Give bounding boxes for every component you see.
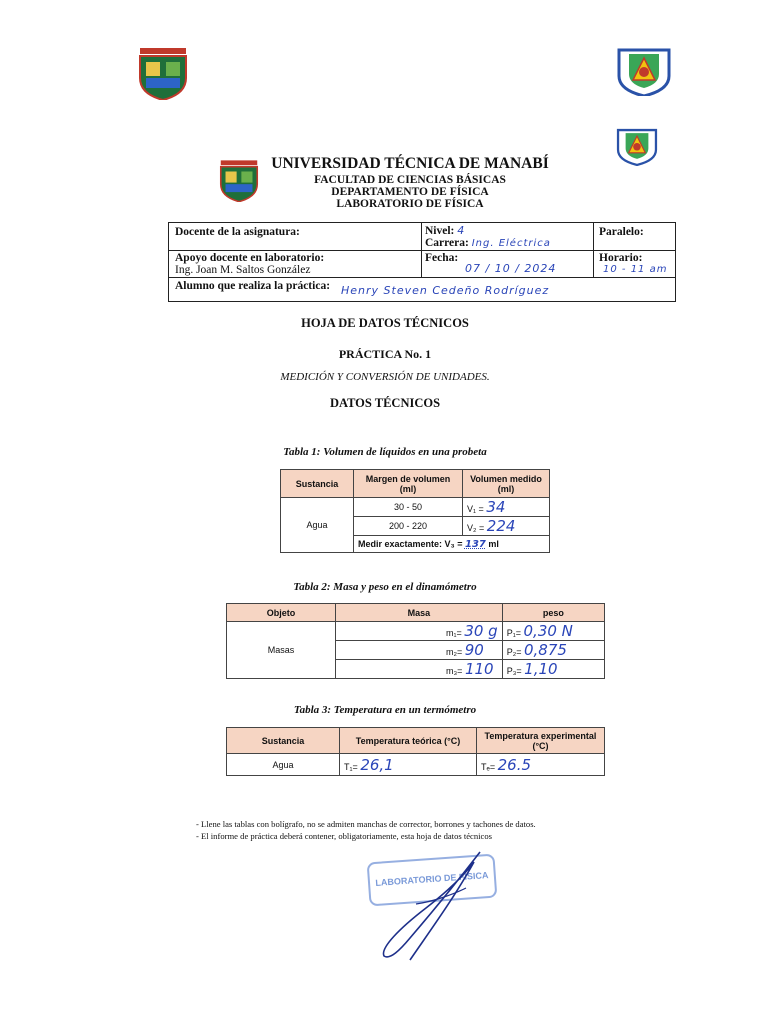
alumno-value: Henry Steven Cedeño Rodríguez — [341, 284, 550, 297]
tabla2-p2-label: P₂= — [506, 647, 522, 657]
tabla3-t1-label: T₁= — [344, 761, 358, 772]
tabla1-margen-1: 30 - 50 — [354, 498, 463, 517]
tabla2-m1-label: m₁= — [446, 628, 462, 638]
docente-label: Docente de la asignatura: — [175, 226, 300, 238]
tabla2-m2-value: 90 — [464, 641, 484, 659]
tabla2-m3-label: m₃= — [446, 666, 463, 676]
tabla2-header-objeto: Objeto — [227, 604, 336, 622]
utm-shield-logo-header — [216, 160, 262, 202]
department-name: DEPARTAMENTO DE FÍSICA — [331, 186, 489, 198]
nivel-label: Nivel: — [425, 225, 455, 237]
university-name: UNIVERSIDAD TÉCNICA DE MANABÍ — [271, 155, 549, 172]
fecha-label: Fecha: — [425, 252, 459, 264]
note-2: - El informe de práctica deberá contener, obligatoriamente, esta hoja de datos técnicos — [196, 831, 493, 841]
tabla2-p1-label: P₁= — [506, 628, 521, 638]
tabla1-v2-label: V₂ = — [467, 523, 485, 533]
tabla3-t1-value: 26,1 — [360, 755, 394, 774]
tabla2-m2-label: m₂= — [446, 647, 463, 657]
info-grid — [168, 222, 676, 302]
tabla3-header-teorica: Temperatura teórica (°C) — [340, 728, 477, 754]
tabla3-header-sustancia: Sustancia — [227, 728, 340, 754]
tabla2-m1-value: 30 g — [464, 622, 498, 640]
tabla1-v1-label: V₁ = — [467, 504, 484, 514]
horario-label: Horario: — [599, 252, 643, 264]
tabla2-p3-value: 1,10 — [524, 660, 558, 678]
nivel-value: 4 — [457, 224, 466, 237]
tabla1-medir-value: 137 — [464, 538, 486, 550]
horario-value: 10 - 11 am — [603, 264, 668, 275]
notes — [196, 818, 616, 842]
tabla2-objeto: Masas — [227, 622, 336, 679]
apoyo-value: Ing. Joan M. Saltos González — [175, 264, 311, 276]
tabla2-header-peso: peso — [502, 604, 604, 622]
tabla2-header-masa: Masa — [336, 604, 503, 622]
tabla1-caption: Tabla 1: Volumen de líquidos en una probeta — [283, 446, 487, 458]
practica-subtitle: MEDICIÓN Y CONVERSIÓN DE UNIDADES. — [280, 371, 490, 383]
tabla2-p3-label: P₃= — [506, 666, 522, 676]
tabla1-sustancia: Agua — [281, 498, 354, 553]
tabla2-m3-value: 110 — [464, 660, 494, 678]
tabla3-header-experimental: Temperatura experimental (°C) — [477, 728, 605, 754]
tabla3-sustancia: Agua — [227, 754, 340, 776]
apoyo-label: Apoyo docente en laboratorio: — [175, 252, 325, 264]
tabla1-header-medido: Volumen medido (ml) — [463, 470, 550, 498]
tabla2-caption: Tabla 2: Masa y peso en el dinamómetro — [293, 581, 477, 593]
paralelo-label: Paralelo: — [599, 226, 644, 238]
signature — [370, 848, 500, 964]
tabla3-te-value: 26.5 — [497, 755, 532, 774]
physics-badge-logo-second — [615, 126, 659, 166]
carrera-label: Carrera: — [425, 237, 469, 249]
lab-stamp: LABORATORIO DE FÍSICA — [367, 854, 498, 907]
tabla2-p2-value: 0,875 — [523, 641, 567, 659]
alumno-label: Alumno que realiza la práctica: — [175, 280, 331, 292]
tabla1 — [280, 469, 550, 553]
datos-title: DATOS TÉCNICOS — [329, 396, 441, 410]
practica-title: PRÁCTICA No. 1 — [338, 347, 432, 361]
fecha-value: 07 / 10 / 2024 — [465, 262, 557, 275]
tabla1-medir-suffix: ml — [488, 538, 499, 549]
tabla2-p1-value: 0,30 N — [523, 622, 573, 640]
physics-badge-logo-top — [615, 46, 673, 96]
lab-name: LABORATORIO DE FÍSICA — [336, 198, 484, 210]
tabla1-v2-value: 224 — [486, 517, 516, 535]
tabla3-caption: Tabla 3: Temperatura en un termómetro — [293, 704, 477, 716]
tabla1-header-margen: Margen de volumen (ml) — [354, 470, 463, 498]
tabla1-v1-value: 34 — [486, 498, 506, 516]
utm-shield-logo-top — [134, 48, 192, 100]
tabla3 — [226, 727, 605, 776]
tabla3-te-label: Tₑ= — [481, 761, 496, 772]
tabla1-header-sustancia: Sustancia — [281, 470, 354, 498]
carrera-value: Ing. Eléctrica — [471, 238, 551, 249]
note-1: - Llene las tablas con bolígrafo, no se admiten manchas de corrector, borrones y tachones de datos. — [196, 819, 536, 829]
faculty-name: FACULTAD DE CIENCIAS BÁSICAS — [314, 174, 506, 186]
tabla1-medir-prefix: Medir exactamente: V₃ = — [358, 538, 463, 549]
hoja-title: HOJA DE DATOS TÉCNICOS — [301, 316, 469, 330]
tabla2 — [226, 603, 605, 679]
tabla1-margen-2: 200 - 220 — [354, 517, 463, 536]
